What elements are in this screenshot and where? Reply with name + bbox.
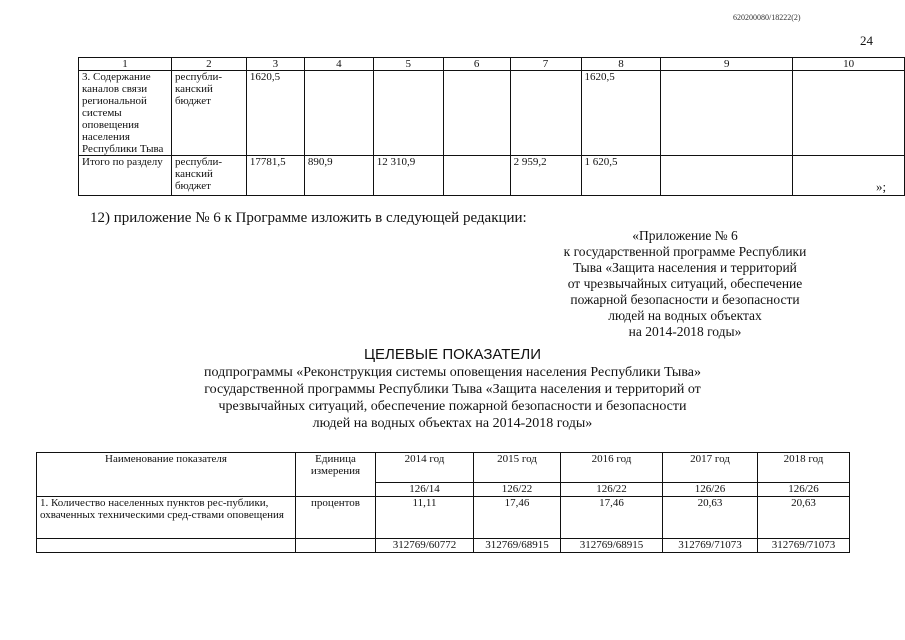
appendix-line: людей на водных объектах: [608, 308, 762, 323]
indicator-value: 11,11: [376, 497, 474, 539]
budget-table: [78, 57, 905, 196]
subtitle-line: подпрограммы «Реконструкция системы оповещения населения Республики Тыва»: [204, 365, 701, 380]
ratio-cell: 126/26: [663, 483, 758, 497]
budget-table-header: [79, 58, 905, 71]
col-header-year: 2014 год: [376, 453, 474, 483]
col-header: 6: [443, 58, 510, 71]
appendix-line: «Приложение № 6: [632, 228, 738, 243]
table-cell: республи-канский бюджет: [171, 71, 246, 156]
appendix-line: Тыва «Защита населения и территорий: [573, 260, 797, 275]
closing-quote: »;: [876, 179, 887, 194]
count-cell: 312769/71073: [663, 539, 758, 553]
col-header-year: 2016 год: [561, 453, 663, 483]
table-cell: 890,9: [304, 156, 373, 196]
table-cell: республи-канский бюджет: [171, 156, 246, 196]
table-cell: 2 959,2: [510, 156, 581, 196]
table-cell: [304, 71, 373, 156]
indicators-header-row: [37, 453, 850, 483]
table-cell: [37, 539, 296, 553]
paragraph-text: 12) приложение № 6 к Программе изложить в следующей редакции:: [90, 210, 527, 226]
table-cell: [443, 71, 510, 156]
table-cell: 1620,5: [581, 71, 661, 156]
table-cell: Итого по разделу: [79, 156, 172, 196]
appendix-line: на 2014-2018 годы»: [628, 324, 742, 339]
col-header-year: 2015 год: [474, 453, 561, 483]
col-header: 10: [793, 58, 905, 71]
table-cell: 17781,5: [246, 156, 304, 196]
table-cell: [661, 156, 793, 196]
indicator-value: 20,63: [663, 497, 758, 539]
ratio-cell: 126/14: [376, 483, 474, 497]
subtitle-line: людей на водных объектах на 2014-2018 годы»: [312, 416, 593, 431]
table-cell: [443, 156, 510, 196]
col-header: 8: [581, 58, 661, 71]
table-cell: 3. Содержание каналов связи региональной системы оповещения населения Республики Тыва: [79, 71, 172, 156]
table-row: [37, 497, 850, 539]
table-cell: [661, 71, 793, 156]
table-row: [79, 156, 905, 196]
section-subtitle: [0, 364, 905, 432]
indicator-unit: процентов: [296, 497, 376, 539]
table-cell: [373, 71, 443, 156]
col-header: 4: [304, 58, 373, 71]
table-cell: [510, 71, 581, 156]
col-header-year: 2018 год: [758, 453, 850, 483]
col-header: 7: [510, 58, 581, 71]
table-cell: 1620,5: [246, 71, 304, 156]
count-cell: 312769/60772: [376, 539, 474, 553]
appendix-heading: [500, 228, 870, 340]
indicators-table: [36, 452, 850, 553]
page-number: 24: [860, 33, 873, 48]
appendix-line: от чрезвычайных ситуаций, обеспечение: [567, 276, 803, 291]
col-header: 9: [661, 58, 793, 71]
col-header: 2: [171, 58, 246, 71]
indicator-value: 17,46: [474, 497, 561, 539]
col-header-unit: Единица измерения: [296, 453, 376, 497]
ratio-cell: 126/22: [561, 483, 663, 497]
table-cell: [296, 539, 376, 553]
document-stamp: 620200080/18222(2): [733, 13, 801, 22]
col-header-year: 2017 год: [663, 453, 758, 483]
section-title: ЦЕЛЕВЫЕ ПОКАЗАТЕЛИ: [363, 346, 542, 363]
col-header: 1: [79, 58, 172, 71]
ratio-cell: 126/22: [474, 483, 561, 497]
subtitle-line: чрезвычайных ситуаций, обеспечение пожарной безопасности и безопасности: [218, 399, 687, 414]
table-cell: [793, 156, 905, 196]
appendix-line: пожарной безопасности и безопасности: [570, 292, 800, 307]
table-cell: [793, 71, 905, 156]
table-cell: 12 310,9: [373, 156, 443, 196]
indicator-value: 20,63: [758, 497, 850, 539]
table-cell: 1 620,5: [581, 156, 661, 196]
subtitle-line: государственной программы Республики Тыва «Защита населения и территорий от: [204, 382, 701, 397]
indicator-name: 1. Количество населенных пунктов рес-публики, охваченных техническими сред-ствами оповещения: [37, 497, 296, 539]
ratio-cell: 126/26: [758, 483, 850, 497]
appendix-line: к государственной программе Республики: [563, 244, 807, 259]
count-cell: 312769/71073: [758, 539, 850, 553]
col-header: 3: [246, 58, 304, 71]
col-header: 5: [373, 58, 443, 71]
indicator-value: 17,46: [561, 497, 663, 539]
col-header-name: Наименование показателя: [37, 453, 296, 497]
count-cell: 312769/68915: [561, 539, 663, 553]
table-row: [79, 71, 905, 156]
count-cell: 312769/68915: [474, 539, 561, 553]
table-row: [37, 539, 850, 553]
